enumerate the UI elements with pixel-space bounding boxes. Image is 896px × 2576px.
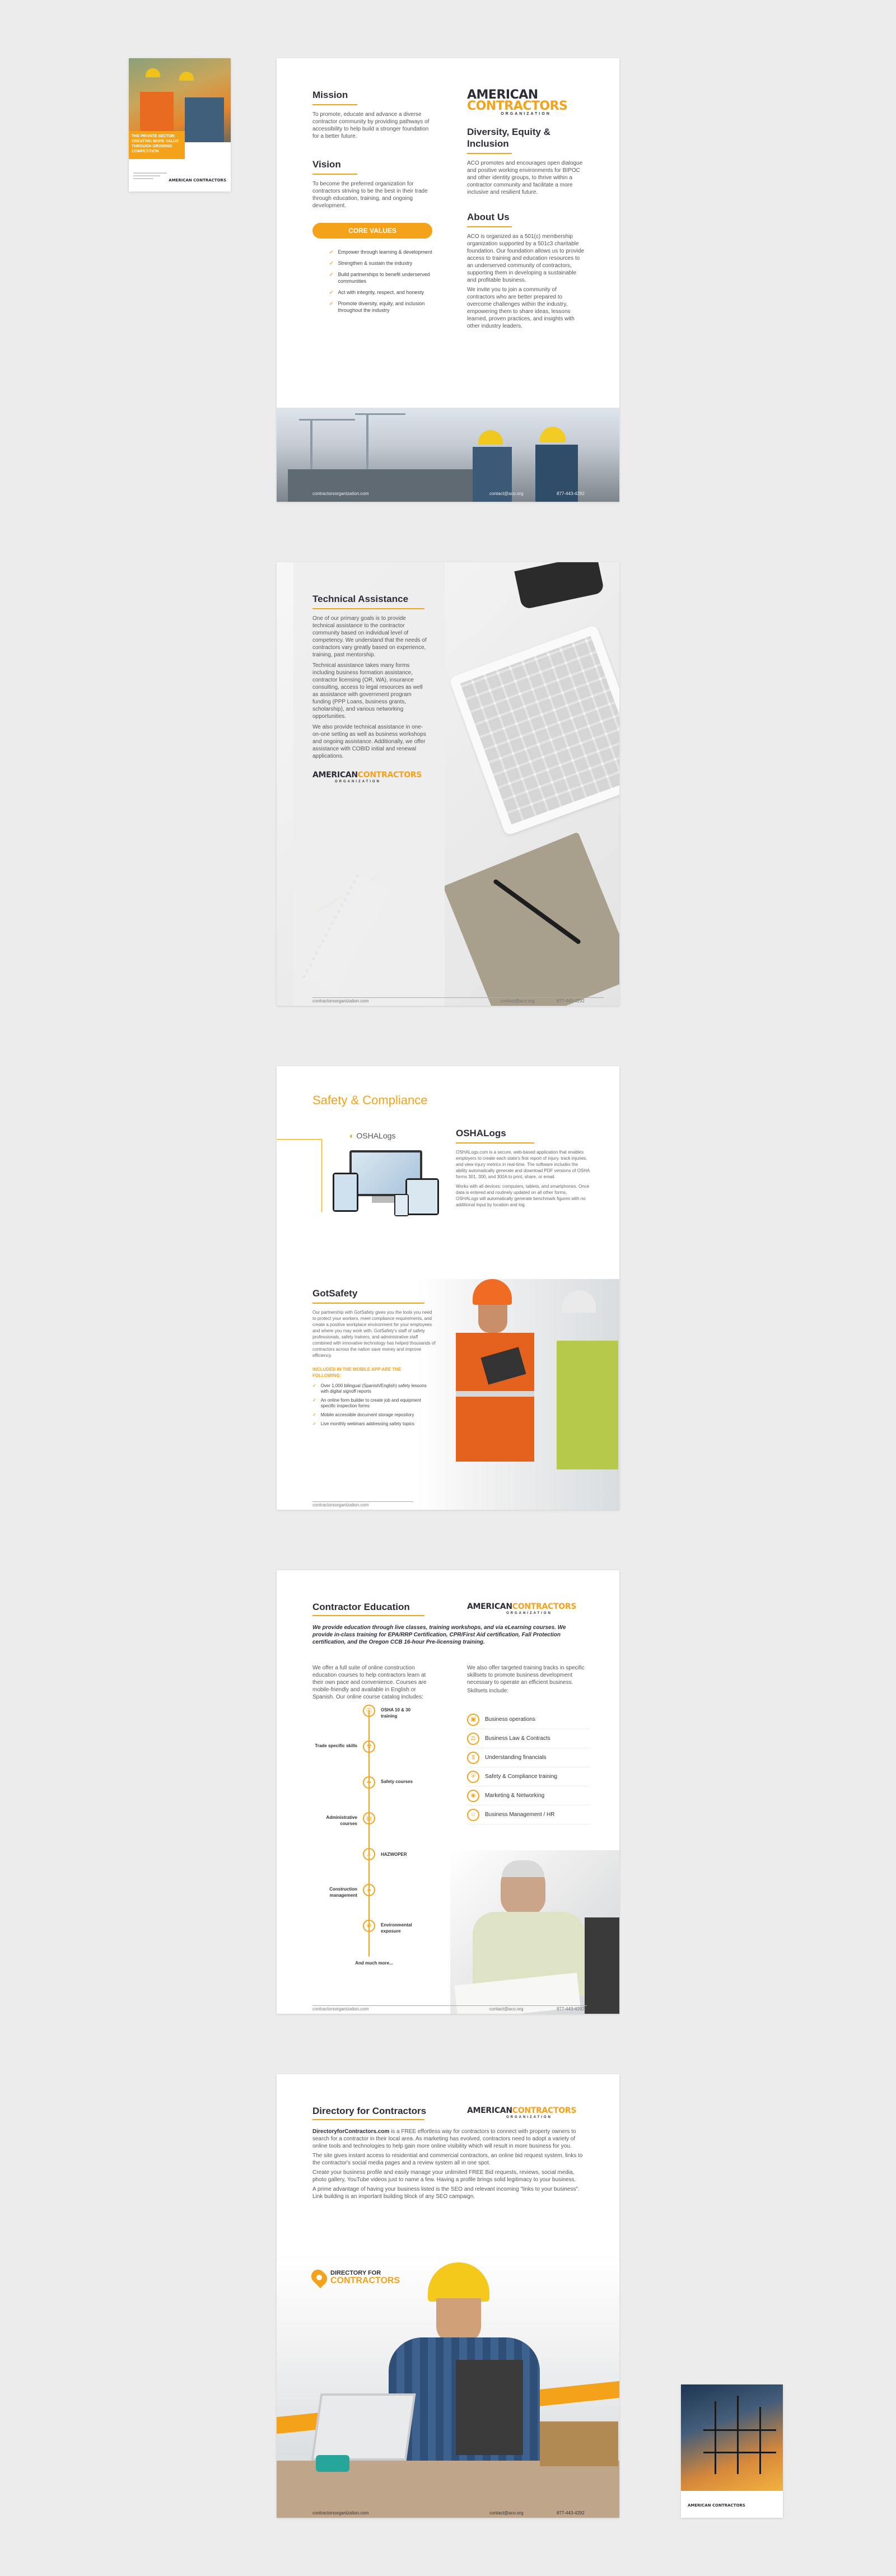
directory-heading: Directory for Contractors — [312, 2106, 427, 2116]
included-item: ✓ An online form builder to create job and equipment specific inspection forms — [312, 1398, 421, 1408]
directory-p3: Create your business profile and easily manage your unlimited FREE Bid requests, reviews, social media, photo gallery, YouTube videos just to name a few. Having a profile brings solid legitimacy to your business. — [312, 2169, 576, 2183]
technical-p2: Technical assistance takes many forms including business formation assistance, contractor licensing (OR, WA), insurance consulting, access to legal resources as well as assistance with government program funding (PPP Loans, business grants, scholarship), and various networking opportunities. — [312, 662, 423, 720]
dei-text: ACO promotes and encourages open dialogue and positive working environments for BIPOC and other identity groups, to thrive within a contractor community and facilitate a more inclusive and resilient future. — [467, 160, 583, 195]
gotsafety-p: Our partnership with GotSafety gives you the tools you need to protect your workers, meet compliance requirements, and create a positive workplace environment for your employees and where you may work with. GotSafety's staff of safety professionals, safety trainers, and administrative staff combined with innovative technology has helped thousands of contractors across the nation save money and improve efficiency. — [312, 1310, 436, 1358]
text-panel — [293, 562, 445, 1006]
page-technical-assistance — [277, 562, 619, 1006]
front-cover-thumbnail[interactable] — [129, 58, 231, 192]
core-value-item: ✓ Build partnerships to benefit underserved communities — [329, 272, 430, 284]
page-safety-compliance — [277, 1066, 619, 1510]
mission-heading: Mission — [312, 90, 348, 100]
notebook-image — [443, 832, 619, 1006]
brand-logo: AMERICANCONTRACTORS ORGANIZATION — [467, 1602, 577, 1615]
directory-link[interactable]: DirectoryforContractors.com — [312, 2129, 390, 2135]
back-cover-photo — [681, 2384, 783, 2491]
footer-email[interactable]: contact@aco.org — [489, 2006, 524, 2012]
check-icon: ✓ — [329, 301, 334, 306]
hazard-icon: ⚠ — [363, 1848, 375, 1860]
timeline-item: Trade specific skills — [315, 1743, 357, 1748]
dollar-icon: $ — [467, 1752, 479, 1764]
check-icon: ✓ — [329, 260, 334, 266]
timeline-item: OSHA 10 & 30 training — [381, 1707, 411, 1719]
core-value-item: ✓ Strengthen & sustain the industry — [329, 260, 413, 266]
safety-title: Safety & Compliance — [312, 1093, 428, 1107]
hardhat-icon: ⛑ — [363, 1705, 375, 1717]
dei-heading: Diversity, Equity & Inclusion — [467, 127, 550, 149]
about-heading: About Us — [467, 212, 510, 222]
page-directory — [277, 2074, 619, 2518]
dei-rule — [467, 153, 512, 154]
footer-phone: 877-443-4292 — [557, 2006, 585, 2012]
directory-p4: A prime advantage of having your business listed is the SEO and relevant incoming "links to your business". Link building is an important building block of any SEO campaign. — [312, 2186, 580, 2200]
skill-item: $ Understanding financials — [467, 1748, 590, 1767]
footer-email[interactable]: contact@aco.org — [501, 998, 535, 1004]
construction-photo — [277, 408, 619, 502]
tools-icon: ⚒ — [363, 1740, 375, 1753]
safety-icon: ✚ — [363, 1776, 375, 1789]
technical-rule — [312, 608, 424, 609]
core-values-pill: CORE VALUES — [312, 223, 432, 239]
megaphone-icon: ◉ — [467, 1790, 479, 1802]
skills-list — [467, 1710, 590, 1824]
gotsafety-rule — [312, 1303, 424, 1304]
education-right-p: We also offer targeted training tracks in specific skillsets to promote business development necessary to operate an efficient business. — [467, 1665, 585, 1686]
directory-rule — [312, 2119, 424, 2120]
timeline-item: Environmental exposure — [381, 1922, 412, 1934]
people-icon: ☺ — [467, 1809, 479, 1821]
osha-p2: Works with all devices: computers, tablets, and smartphones. Once data is entered and routinely updated on all other forms, OSHALogs will automatically generate benchmark figures with no additional input by location and log. — [456, 1184, 590, 1207]
check-icon: ✓ — [312, 1383, 316, 1388]
osha-p1: OSHALogs.com is a secure, web-based application that enables employers to create each state's first report of injury, track injuries, and view injury metrics in real-time. The software includes the ability automatically generate and download PDF versions of OSHA forms 301, 300, and 300A to print, share, or email. — [456, 1150, 590, 1179]
osha-heading: OSHALogs — [456, 1128, 506, 1138]
core-values-list — [312, 249, 432, 314]
core-value-item: ✓ Act with integrity, respect, and honesty — [329, 290, 424, 295]
footer-email[interactable]: contact@aco.org — [489, 491, 524, 496]
check-icon: ✓ — [312, 1412, 316, 1417]
included-item: ✓ Mobile accessible document storage repository — [312, 1412, 414, 1417]
environment-icon: ❋ — [363, 1920, 375, 1932]
course-timeline — [312, 1705, 447, 1973]
vision-rule — [312, 174, 357, 175]
about-text-1: ACO is organized as a 501(c) membership organization supported by a 501c3 charitable foundation. Our foundation allows us to provide access to training and education resources to an underserved community of contractors, supporting them in developing a sustainable and profitable business. — [467, 234, 585, 283]
vision-text: To become the preferred organization for contractors striving to be the best in their trade through education, training, and ongoing development. — [312, 181, 428, 209]
included-item: ✓ Live monthly webinars addressing safety topics — [312, 1421, 414, 1426]
document-icon: ▤ — [363, 1812, 375, 1824]
footer-url[interactable]: contractorsorganization.com — [312, 2510, 369, 2516]
gavel-icon: ⚖ — [467, 1733, 479, 1745]
education-rule — [312, 1615, 424, 1616]
page-contractor-education — [277, 1570, 619, 2014]
osha-logo: ◐ OSHALogs — [349, 1131, 396, 1140]
timeline-item: HAZWOPER — [381, 1852, 407, 1857]
briefcase-icon: ▣ — [467, 1714, 479, 1726]
timeline-more: And much more... — [355, 1961, 393, 1966]
skill-item: ▣ Business operations — [467, 1710, 590, 1729]
included-item: ✓ Over 1,000 bilingual (Spanish/English) safety lessons with digital signoff reports — [312, 1383, 427, 1394]
brand-logo: AMERICANCONTRACTORS ORGANIZATION — [312, 771, 422, 783]
brand-logo: AMERICANCONTRACTORS ORGANIZATION — [467, 2106, 577, 2119]
check-icon: ✓ — [329, 272, 334, 277]
footer-email[interactable]: contact@aco.org — [489, 2510, 524, 2516]
footer-phone: 877-443-4292 — [557, 491, 585, 496]
education-left-p: We offer a full suite of online construction education courses to help contractors learn at their own pace and convenience. Courses are mobile-friendly and available in English or Spanish. Our online course catalog includes: — [312, 1665, 427, 1700]
device-mockups — [333, 1150, 439, 1217]
skill-item: ⚖ Business Law & Contracts — [467, 1729, 590, 1748]
cover-headline: THE PRIVATE SECTOR: CREATING MORE VALUE THROUGH GROWING COMPETITION — [132, 134, 179, 153]
shield-icon: ⛨ — [467, 1771, 479, 1783]
cover-photo — [129, 58, 231, 142]
footer-phone: 877-443-4292 — [557, 998, 585, 1004]
student-photo — [450, 1850, 619, 2014]
check-icon: ✓ — [312, 1398, 316, 1403]
education-intro: We provide education through live classes, training workshops, and via eLearning courses. We provide in-class training for EPA/RRP Certification, CPR/First Aid certification, Fall Protection certification, and the Oregon CCB 16-hour Pre-licensing training. — [312, 1625, 566, 1645]
check-icon: ✓ — [329, 290, 334, 295]
back-cover-thumbnail[interactable] — [681, 2384, 783, 2518]
back-cover-brand: AMERICAN CONTRACTORS — [688, 2503, 745, 2508]
keyboard-image — [449, 624, 619, 836]
footer-url[interactable]: contractorsorganization.com — [312, 2006, 369, 2012]
skill-item: ◉ Marketing & Networking — [467, 1786, 590, 1805]
included-heading: INCLUDED IN THE MOBILE APP ARE THE FOLLOWING: — [312, 1367, 402, 1378]
footer-url[interactable]: contractorsorganization.com — [312, 998, 369, 1004]
education-heading: Contractor Education — [312, 1602, 410, 1612]
technical-p1: One of our primary goals is to provide technical assistance to the contractor community based on individual level of competency. We understand that the needs of contractors vary greatly based on experience, training, past mentorship. — [312, 615, 427, 658]
timeline-item: Safety courses — [381, 1779, 413, 1784]
gotsafety-heading: GotSafety — [312, 1288, 358, 1299]
osha-rule — [456, 1142, 534, 1144]
worker-laptop-photo — [277, 2253, 619, 2518]
footer-url[interactable]: contractorsorganization.com — [312, 491, 369, 496]
timeline-item: Administrative courses — [326, 1815, 357, 1826]
directory-p1: DirectoryforContractors.com is a FREE effortless way for contractors to connect with property owners to search for a contractor in their local area. As marketing has evolved, contractors need to adopt a variety of online tools and technologies to help gain more online visibility which will result in more business for you. — [312, 2129, 576, 2149]
technical-p3: We also provide technical assistance in one-on-one setting as well as business workshops and ongoing assistance. Additionally, we offer assistance with COBID initial and renewal applications. — [312, 724, 426, 759]
management-icon: ◈ — [363, 1884, 375, 1896]
about-text-2: We invite you to join a community of contractors who are better prepared to overcome challenges within the industry, empowering them to share ideas, lessons learned, proven practices, and insights with other industry leaders. — [467, 287, 575, 329]
check-icon: ✓ — [312, 1421, 316, 1426]
core-value-item: ✓ Empower through learning & development — [329, 249, 432, 255]
cover-banner — [129, 131, 185, 159]
page-about — [277, 58, 619, 502]
skills-label: Skillsets include: — [467, 1688, 508, 1694]
timeline-item: Construction management — [329, 1887, 357, 1898]
footer-url[interactable]: contractorsorganization.com — [312, 1502, 369, 1508]
directory-p2: The site gives instant access to residential and commercial contractors, an online bid request system, links to the contractor's social media pages and a review system all in one spot. — [312, 2153, 583, 2166]
mission-text: To promote, educate and advance a diverse contractor community by providing pathways of accessibility to help build a stronger foundation for a better future. — [312, 111, 430, 139]
mission-rule — [312, 104, 357, 105]
skill-item: ☺ Business Management / HR — [467, 1805, 590, 1824]
directory-logo: DIRECTORY FOR CONTRACTORS — [312, 2269, 400, 2286]
skill-item: ⛨ Safety & Compliance training — [467, 1767, 590, 1786]
vision-heading: Vision — [312, 159, 341, 170]
about-rule — [467, 226, 512, 227]
core-value-item: ✓ Promote diversity, equity, and inclusion throughout the industry — [329, 301, 425, 313]
brand-logo: AMERICAN CONTRACTORS ORGANIZATION — [467, 88, 568, 116]
footer-phone: 877-443-4292 — [557, 2510, 585, 2516]
check-icon: ✓ — [329, 249, 334, 255]
technical-heading: Technical Assistance — [312, 594, 409, 604]
phone-image — [514, 562, 604, 610]
cover-brand: AMERICAN CONTRACTORS — [169, 178, 226, 183]
